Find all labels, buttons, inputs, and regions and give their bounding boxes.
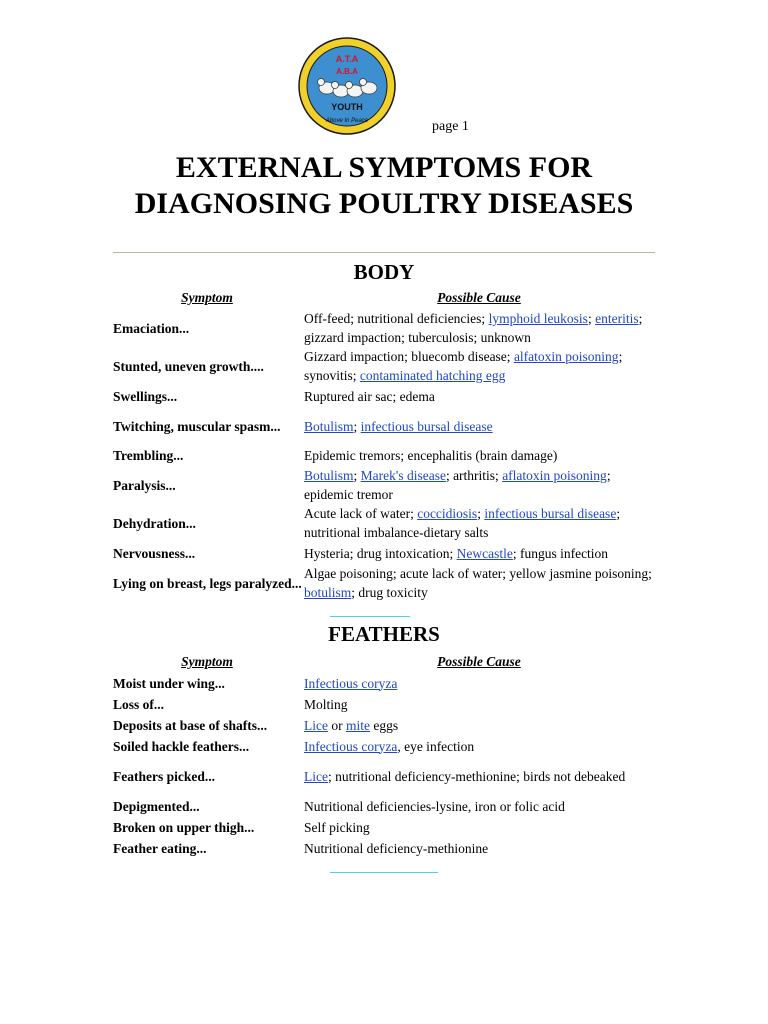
table-row [113, 407, 658, 445]
cause-link[interactable]: botulism [304, 585, 352, 600]
possible-cause [304, 544, 658, 563]
section-separator [330, 616, 410, 617]
table-row [113, 309, 658, 347]
cause-text: Gizzard impaction; bluecomb disease; [304, 349, 514, 364]
cause-text: Self picking [304, 819, 370, 835]
table-row [113, 386, 658, 406]
cause-link[interactable]: Newcastle [456, 545, 513, 561]
cause-link[interactable]: Marek's disease [360, 468, 446, 483]
possible-cause [304, 695, 658, 714]
title-divider [113, 252, 655, 253]
cause-link[interactable]: aflatoxin poisoning [502, 468, 607, 483]
section-heading-body: BODY [353, 260, 415, 284]
symptom-label: Stunted, uneven growth.... [113, 358, 264, 374]
cause-text: ; [353, 468, 361, 483]
cause-link[interactable]: Infectious coryza [304, 675, 398, 691]
cause-link[interactable]: infectious bursal disease [360, 418, 493, 434]
cause-link[interactable]: contaminated hatching egg [359, 368, 506, 383]
possible-cause [304, 504, 658, 542]
section-heading-feathers: FEATHERS [328, 622, 440, 646]
table-row [113, 736, 658, 756]
cause-text: ; [477, 506, 485, 521]
possible-cause [304, 347, 658, 385]
table-row [113, 564, 658, 602]
cause-text: ; arthritis; [445, 468, 503, 483]
cause-link[interactable]: Lice [304, 768, 328, 784]
cause-text: ; drug toxicity [351, 585, 428, 600]
possible-cause [304, 716, 658, 735]
cause-text: ; epidemic tremor [304, 468, 611, 502]
cause-text: Molting [304, 696, 348, 712]
symptom-label: Nervousness... [113, 545, 196, 561]
logo-text-top: A.T.A [335, 54, 359, 64]
logo-text-mid: A.B.A [336, 67, 358, 76]
cause-text: ; nutritional imbalance-dietary salts [304, 506, 621, 540]
cause-link[interactable]: Infectious coryza [304, 738, 398, 754]
cause-text: Epidemic tremors; encephalitis (brain damage) [304, 447, 558, 463]
cause-text: ; fungus infection [512, 545, 609, 561]
table-row [113, 347, 658, 385]
possible-cause [304, 387, 658, 406]
table-row [113, 757, 658, 795]
symptom-label: Lying on breast, legs paralyzed... [113, 575, 302, 591]
cause-link[interactable]: Botulism [304, 468, 354, 483]
cause-link[interactable]: Botulism [304, 418, 354, 434]
cause-text: ; [587, 311, 596, 326]
table-row [113, 466, 658, 504]
symptom-label: Feathers picked... [113, 768, 215, 784]
logo-motto: Above In Peace [325, 118, 369, 124]
table-row [113, 694, 658, 714]
organization-logo [297, 36, 397, 136]
symptom-label: Swellings... [113, 388, 178, 404]
cause-link[interactable]: enteritis [595, 311, 639, 326]
possible-cause [304, 674, 658, 693]
cause-text: ; synovitis; [304, 349, 623, 383]
symptom-label: Feather eating... [113, 840, 207, 856]
symptom-label: Loss of... [113, 696, 165, 712]
symptom-label: Moist under wing... [113, 675, 225, 691]
symptom-label: Depigmented... [113, 798, 200, 814]
symptom-label: Soiled hackle feathers... [113, 738, 250, 754]
possible-cause [304, 466, 658, 504]
column-header-symptom: Symptom [181, 654, 233, 669]
document-title [0, 150, 768, 222]
cause-text: , eye infection [397, 738, 475, 754]
possible-cause [304, 737, 658, 756]
cause-text: Nutritional deficiency-methionine [304, 840, 489, 856]
symptom-label: Broken on upper thigh... [113, 819, 255, 835]
cause-link[interactable]: infectious bursal disease [484, 506, 617, 521]
cause-link[interactable]: lymphoid leukosis [488, 311, 588, 326]
cause-text: Ruptured air sac; edema [304, 388, 435, 404]
cause-text: Nutritional deficiencies-lysine, iron or folic acid [304, 798, 565, 814]
page-number: page 1 [432, 119, 469, 134]
cause-text: Off-feed; nutritional deficiencies; [304, 311, 489, 326]
column-header-cause: Possible Cause [437, 290, 521, 305]
column-header-symptom: Symptom [181, 290, 233, 305]
table-row [113, 796, 658, 816]
cause-text: ; [353, 418, 361, 434]
possible-cause [304, 309, 658, 347]
possible-cause [304, 417, 658, 436]
cause-text: Acute lack of water; [304, 506, 418, 521]
table-row [113, 715, 658, 735]
symptom-label: Twitching, muscular spasm... [113, 418, 281, 434]
cause-link[interactable]: alfatoxin poisoning [513, 349, 619, 364]
symptom-label: Deposits at base of shafts... [113, 717, 268, 733]
cause-link[interactable]: mite [345, 717, 370, 733]
symptom-label: Emaciation... [113, 320, 190, 336]
symptom-label: Dehydration... [113, 515, 196, 531]
table-row [113, 838, 658, 858]
possible-cause [304, 797, 658, 816]
table-row [113, 817, 658, 837]
table-row [113, 504, 658, 542]
possible-cause [304, 767, 658, 786]
possible-cause [304, 839, 658, 858]
cause-text: Algae poisoning; acute lack of water; yellow jasmine poisoning; [304, 566, 652, 581]
cause-text: eggs [369, 717, 399, 733]
column-header-cause: Possible Cause [437, 654, 521, 669]
possible-cause [304, 564, 658, 602]
cause-text: or [327, 717, 346, 733]
symptom-label: Trembling... [113, 447, 184, 463]
title-line-1: EXTERNAL SYMPTOMS FOR [175, 151, 593, 184]
cause-text: ; nutritional deficiency-methionine; birds not debeaked [327, 768, 626, 784]
possible-cause [304, 446, 658, 465]
table-row [113, 445, 658, 465]
symptom-label: Paralysis... [113, 477, 176, 493]
cause-link[interactable]: Lice [304, 717, 328, 733]
cause-link[interactable]: coccidiosis [417, 506, 478, 521]
title-line-2: DIAGNOSING POULTRY DISEASES [134, 187, 634, 220]
table-row [113, 543, 658, 563]
section-separator [330, 872, 438, 873]
possible-cause [304, 818, 658, 837]
logo-text-bottom: YOUTH [331, 102, 363, 112]
cause-text: Hysteria; drug intoxication; [304, 545, 457, 561]
cause-text: ; gizzard impaction; tuberculosis; unknown [304, 311, 643, 345]
table-row [113, 673, 658, 693]
